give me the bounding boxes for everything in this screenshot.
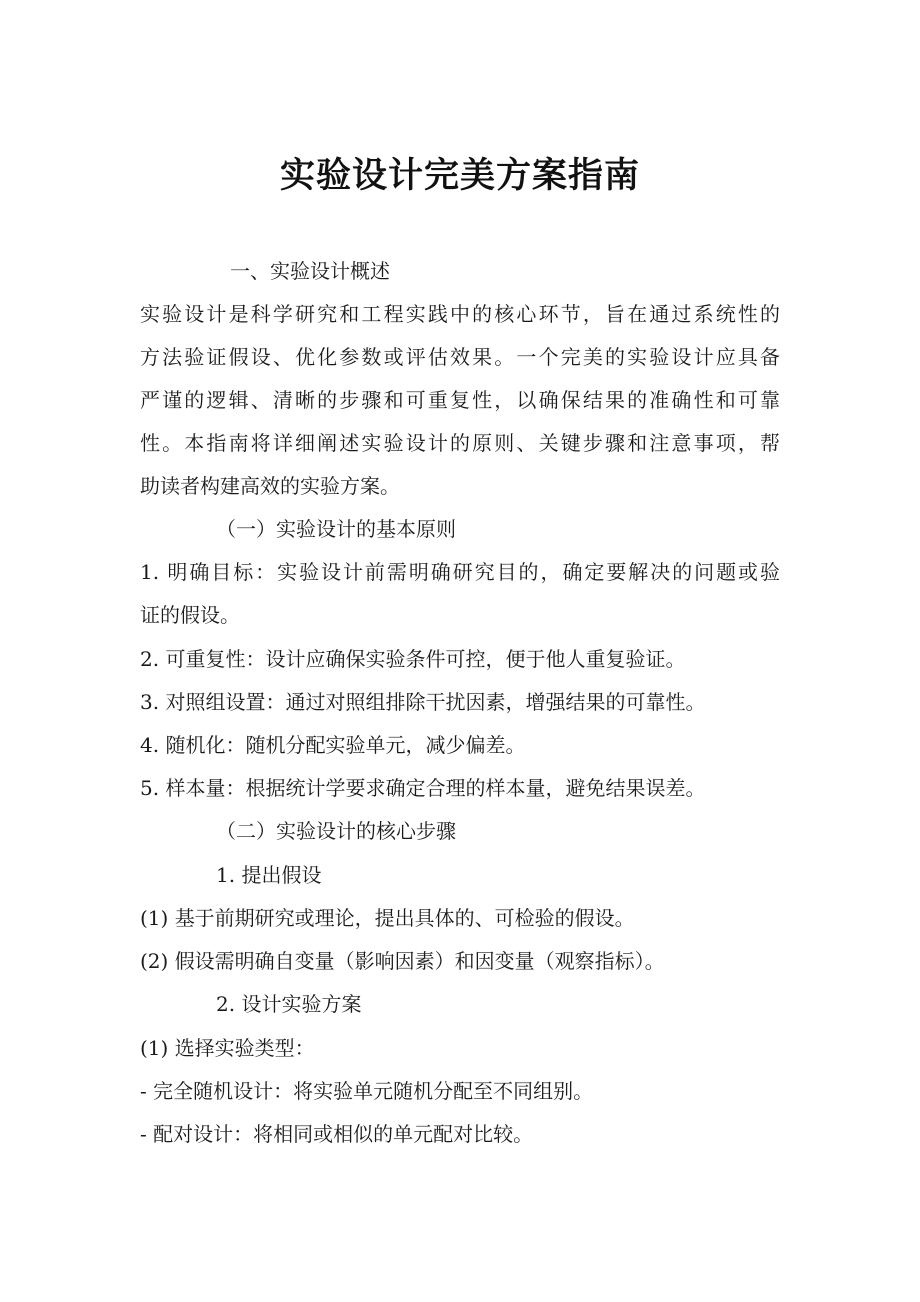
step-item: - 完全随机设计：将实验单元随机分配至不同组别。 bbox=[140, 1079, 594, 1103]
subsection-heading-steps: （二）实验设计的核心步骤 bbox=[216, 819, 456, 843]
subsection-heading-principles: （一）实验设计的基本原则 bbox=[216, 517, 456, 541]
document-title: 实验设计完美方案指南 bbox=[279, 156, 640, 196]
principle-item: 证的假设。 bbox=[140, 603, 240, 627]
section-heading-overview: 一、实验设计概述 bbox=[230, 259, 390, 283]
paragraph-line: 严谨的逻辑、清晰的步骤和可重复性，以确保结果的准确性和可靠 bbox=[140, 388, 780, 412]
paragraph-line: 方法验证假设、优化参数或评估效果。一个完美的实验设计应具备 bbox=[140, 345, 780, 369]
principle-item: 1. 明确目标：实验设计前需明确研究目的，确定要解决的问题或验 bbox=[140, 560, 780, 584]
principle-item: 5. 样本量：根据统计学要求确定合理的样本量，避免结果误差。 bbox=[140, 776, 706, 800]
principle-item: 2. 可重复性：设计应确保实验条件可控，便于他人重复验证。 bbox=[140, 647, 686, 671]
step-heading: 2. 设计实验方案 bbox=[216, 992, 362, 1016]
step-item: (1) 选择实验类型： bbox=[140, 1036, 315, 1060]
principle-item: 4. 随机化：随机分配实验单元，减少偏差。 bbox=[140, 733, 526, 757]
paragraph-line: 性。本指南将详细阐述实验设计的原则、关键步骤和注意事项，帮 bbox=[140, 431, 780, 455]
step-item: (2) 假设需明确自变量（影响因素）和因变量（观察指标）。 bbox=[140, 949, 665, 973]
paragraph-line: 助读者构建高效的实验方案。 bbox=[140, 474, 400, 498]
step-item: (1) 基于前期研究或理论，提出具体的、可检验的假设。 bbox=[140, 906, 635, 930]
step-heading: 1. 提出假设 bbox=[216, 863, 322, 887]
paragraph-line: 实验设计是科学研究和工程实践中的核心环节，旨在通过系统性的 bbox=[140, 302, 780, 326]
step-item: - 配对设计：将相同或相似的单元配对比较。 bbox=[140, 1122, 534, 1146]
principle-item: 3. 对照组设置：通过对照组排除干扰因素，增强结果的可靠性。 bbox=[140, 690, 706, 714]
